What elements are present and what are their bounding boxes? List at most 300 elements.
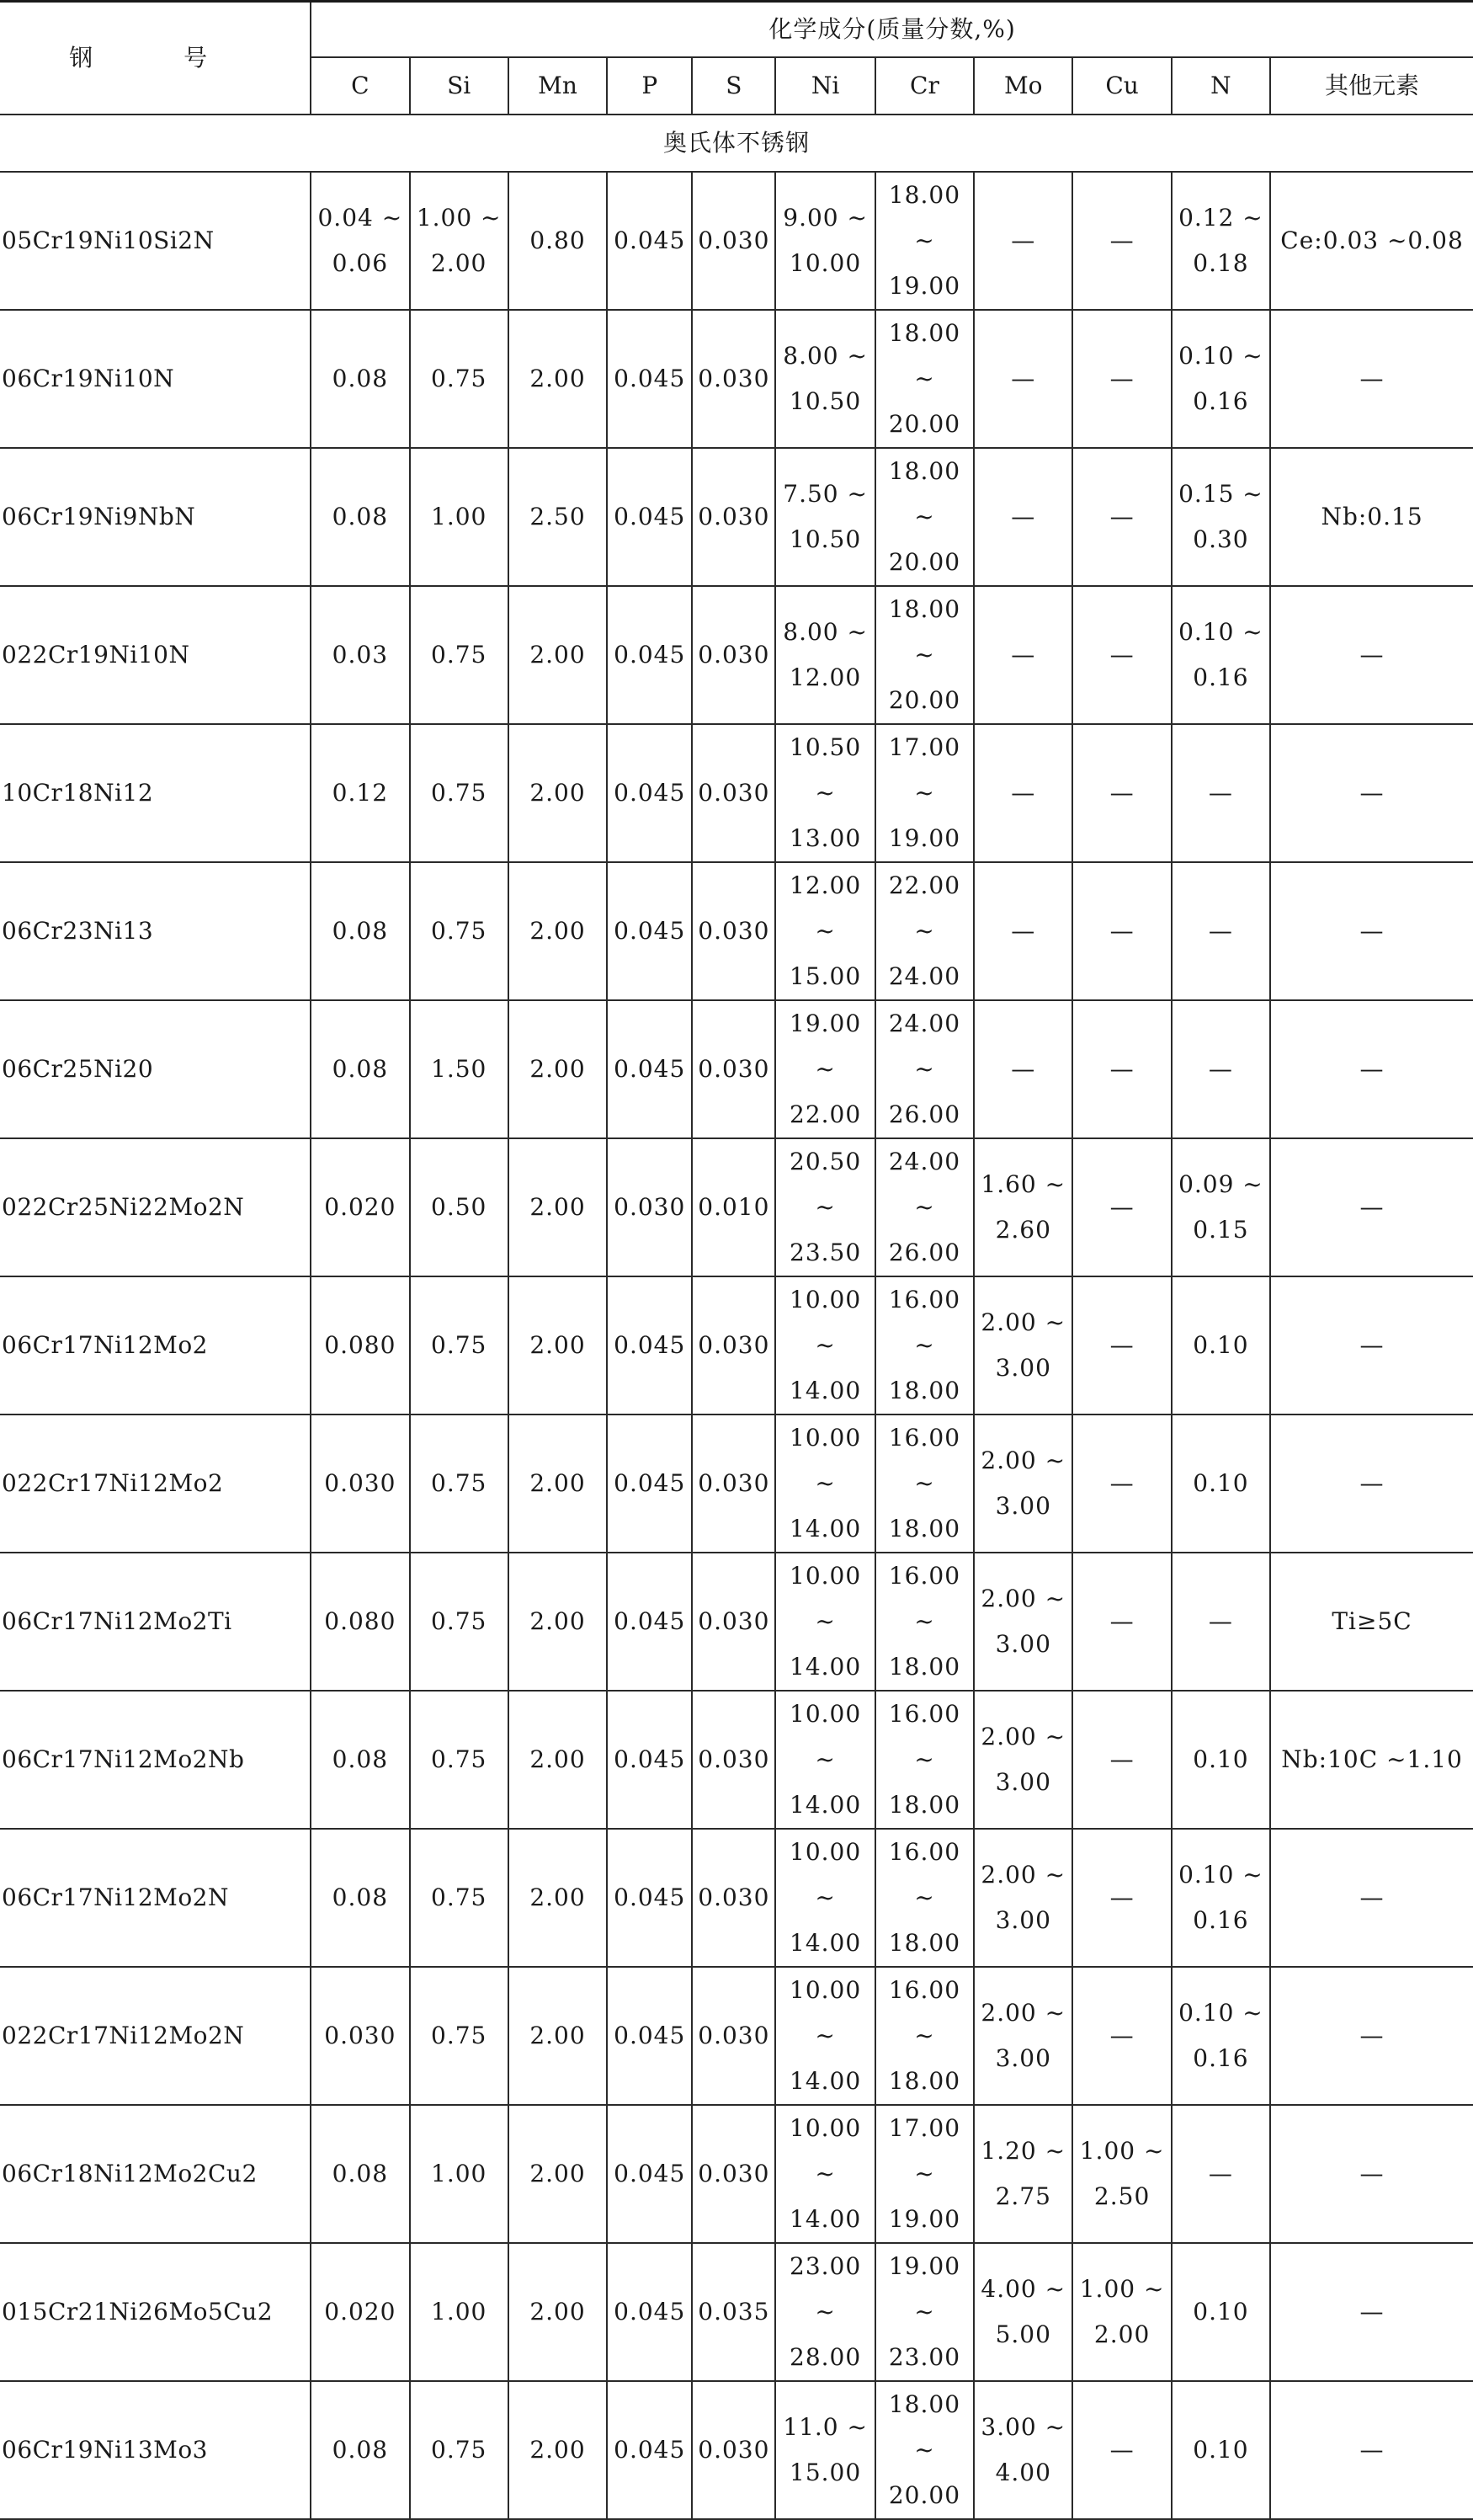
cell-n-line: 0.16 — [1193, 387, 1249, 415]
cell-s: 0.030 — [692, 1000, 775, 1138]
cell-s: 0.030 — [692, 1553, 775, 1691]
cell-cr — [875, 2105, 974, 2243]
cell-n-line: 0.16 — [1193, 663, 1249, 691]
table-row — [0, 1000, 1473, 1138]
cell-ni — [775, 1415, 875, 1553]
cell-ni-line: 8.00 ~ — [783, 618, 868, 646]
cell-c: 0.08 — [311, 2381, 409, 2519]
column-header-other: 其他元素 — [1270, 57, 1473, 115]
cell-mo — [974, 1829, 1072, 1967]
cell-ni-line: 7.50 ~ — [783, 480, 868, 508]
cell-mo: — — [974, 862, 1072, 1000]
cell-other: Nb:10C ~1.10 — [1270, 1691, 1473, 1829]
column-header-cu: Cu — [1072, 57, 1171, 115]
cell-cr-line: 20.00 — [888, 2481, 961, 2509]
cell-mo-line: 4.00 ~ — [981, 2275, 1066, 2303]
cell-mo: — — [974, 310, 1072, 448]
cell-c: 0.020 — [311, 1138, 409, 1276]
cell-mo — [974, 2243, 1072, 2381]
cell-mo: — — [974, 586, 1072, 724]
cell-s: 0.030 — [692, 172, 775, 310]
cell-mn: 2.00 — [508, 1967, 607, 2105]
column-header-cr: Cr — [875, 57, 974, 115]
cell-n: 0.10 — [1172, 2243, 1270, 2381]
cell-cr-line: 18.00 ~ — [888, 2390, 961, 2464]
cell-mo: — — [974, 172, 1072, 310]
cell-p: 0.045 — [607, 2243, 692, 2381]
cell-cu-line: 2.50 — [1093, 2182, 1151, 2210]
cell-n-line: 0.15 ~ — [1178, 480, 1263, 508]
cell-ni — [775, 172, 875, 310]
cell-s: 0.030 — [692, 586, 775, 724]
cell-other: — — [1270, 2381, 1473, 2519]
cell-cu: — — [1072, 1415, 1171, 1553]
cell-s: 0.030 — [692, 1829, 775, 1967]
cell-c-line: 0.04 ~ — [317, 204, 403, 232]
table-row — [0, 172, 1473, 310]
cell-ni-line: 12.00 ~ — [790, 871, 862, 945]
cell-mo-line: 3.00 — [995, 1906, 1051, 1934]
cell-ni-line: 10.00 ~ — [790, 2114, 862, 2187]
cell-other: — — [1270, 862, 1473, 1000]
cell-other: Ce:0.03 ~0.08 — [1270, 172, 1473, 310]
cell-si: 1.00 — [410, 2105, 508, 2243]
cell-s: 0.010 — [692, 1138, 775, 1276]
cell-c: 0.08 — [311, 1829, 409, 1967]
cell-mn: 2.50 — [508, 448, 607, 586]
cell-c: 0.030 — [311, 1415, 409, 1553]
cell-p: 0.045 — [607, 586, 692, 724]
cell-c: 0.08 — [311, 448, 409, 586]
cell-n: — — [1172, 724, 1270, 862]
table-row — [0, 1415, 1473, 1553]
steel-grade-cell: 022Cr17Ni12Mo2N — [0, 1967, 311, 2105]
cell-cr-line: 20.00 — [888, 548, 961, 576]
table-row — [0, 1138, 1473, 1276]
cell-n-line: 0.16 — [1193, 1906, 1249, 1934]
steel-grade-cell: 022Cr17Ni12Mo2 — [0, 1415, 311, 1553]
cell-n-line: 0.09 ~ — [1178, 1170, 1263, 1198]
cell-si: 1.00 — [410, 448, 508, 586]
cell-mn: 2.00 — [508, 1000, 607, 1138]
steel-grade-cell: 015Cr21Ni26Mo5Cu2 — [0, 2243, 311, 2381]
cell-cr — [875, 2381, 974, 2519]
cell-ni-line: 14.00 — [790, 1791, 862, 1819]
cell-cu: — — [1072, 586, 1171, 724]
cell-ni — [775, 448, 875, 586]
cell-ni — [775, 310, 875, 448]
cell-cu: — — [1072, 310, 1171, 448]
column-header-ni: Ni — [775, 57, 875, 115]
column-header-p: P — [607, 57, 692, 115]
cell-ni-line: 10.50 — [790, 387, 862, 415]
cell-ni-line: 15.00 — [790, 962, 862, 990]
cell-cu: — — [1072, 1967, 1171, 2105]
cell-cr-line: 18.00 ~ — [888, 181, 961, 254]
cell-ni-line: 20.50 ~ — [790, 1148, 862, 1221]
cell-cr-line: 16.00 ~ — [888, 1424, 961, 1497]
cell-ni — [775, 1967, 875, 2105]
cell-ni-line: 9.00 ~ — [783, 204, 868, 232]
cell-n: — — [1172, 862, 1270, 1000]
cell-si: 1.50 — [410, 1000, 508, 1138]
steel-grade-cell: 022Cr19Ni10N — [0, 586, 311, 724]
table-row — [0, 862, 1473, 1000]
cell-mo: — — [974, 724, 1072, 862]
cell-si: 0.75 — [410, 310, 508, 448]
cell-ni — [775, 862, 875, 1000]
cell-n-line: 0.18 — [1193, 249, 1249, 277]
cell-cr-line: 23.00 — [888, 2343, 961, 2371]
cell-mo-line: 3.00 — [995, 1630, 1051, 1658]
cell-mo-line: 3.00 — [995, 1354, 1051, 1382]
cell-c: 0.080 — [311, 1553, 409, 1691]
cell-mo — [974, 1415, 1072, 1553]
steel-grade-cell: 10Cr18Ni12 — [0, 724, 311, 862]
cell-s: 0.030 — [692, 2105, 775, 2243]
cell-ni — [775, 586, 875, 724]
cell-si: 0.50 — [410, 1138, 508, 1276]
cell-cu: — — [1072, 862, 1171, 1000]
cell-si: 0.75 — [410, 1553, 508, 1691]
cell-cr-line: 24.00 ~ — [888, 1148, 961, 1221]
cell-mo — [974, 2105, 1072, 2243]
cell-cr — [875, 310, 974, 448]
table-row — [0, 1967, 1473, 2105]
cell-n: 0.10 — [1172, 1415, 1270, 1553]
cell-c — [311, 172, 409, 310]
cell-mo-line: 4.00 — [995, 2459, 1051, 2486]
cell-cr — [875, 1000, 974, 1138]
cell-mo-line: 3.00 — [995, 2044, 1051, 2072]
cell-s: 0.030 — [692, 2381, 775, 2519]
cell-other: — — [1270, 1967, 1473, 2105]
cell-s: 0.030 — [692, 1276, 775, 1415]
cell-ni — [775, 724, 875, 862]
cell-cr — [875, 1967, 974, 2105]
cell-cu — [1072, 2243, 1171, 2381]
cell-mn: 2.00 — [508, 1276, 607, 1415]
cell-cr-line: 18.00 — [888, 2067, 961, 2095]
cell-ni-line: 14.00 — [790, 1377, 862, 1404]
cell-cr — [875, 586, 974, 724]
cell-cr-line: 26.00 — [888, 1100, 961, 1128]
cell-s: 0.030 — [692, 310, 775, 448]
cell-ni — [775, 2243, 875, 2381]
cell-ni-line: 14.00 — [790, 2067, 862, 2095]
cell-si — [410, 172, 508, 310]
cell-other: — — [1270, 1000, 1473, 1138]
cell-cr-line: 22.00 ~ — [888, 871, 961, 945]
steel-grade-cell: 06Cr23Ni13 — [0, 862, 311, 1000]
cell-ni-line: 10.00 ~ — [790, 1838, 862, 1911]
steel-grade-cell: 05Cr19Ni10Si2N — [0, 172, 311, 310]
cell-ni — [775, 2105, 875, 2243]
cell-n: — — [1172, 2105, 1270, 2243]
cell-p: 0.045 — [607, 172, 692, 310]
cell-mn: 2.00 — [508, 1691, 607, 1829]
section-title: 奥氏体不锈钢 — [0, 115, 1473, 172]
cell-mo: — — [974, 1000, 1072, 1138]
table-row — [0, 2381, 1473, 2519]
table-row — [0, 1829, 1473, 1967]
cell-s: 0.030 — [692, 448, 775, 586]
cell-cr-line: 16.00 ~ — [888, 1838, 961, 1911]
column-header-s: S — [692, 57, 775, 115]
cell-ni-line: 15.00 — [790, 2459, 862, 2486]
cell-ni — [775, 1276, 875, 1415]
cell-p: 0.045 — [607, 1415, 692, 1553]
cell-c: 0.12 — [311, 724, 409, 862]
cell-si: 0.75 — [410, 2381, 508, 2519]
cell-si: 0.75 — [410, 1276, 508, 1415]
cell-ni-line: 10.50 — [790, 525, 862, 553]
cell-p: 0.045 — [607, 1276, 692, 1415]
cell-other: Nb:0.15 — [1270, 448, 1473, 586]
cell-mo-line: 2.60 — [995, 1216, 1051, 1244]
cell-mn: 0.80 — [508, 172, 607, 310]
cell-cr — [875, 448, 974, 586]
cell-other: — — [1270, 724, 1473, 862]
cell-p: 0.045 — [607, 448, 692, 586]
cell-s: 0.030 — [692, 724, 775, 862]
cell-cu: — — [1072, 448, 1171, 586]
cell-s: 0.035 — [692, 2243, 775, 2381]
cell-p: 0.045 — [607, 724, 692, 862]
table-row — [0, 448, 1473, 586]
cell-other: — — [1270, 2105, 1473, 2243]
cell-si: 0.75 — [410, 1691, 508, 1829]
cell-mo-line: 2.00 ~ — [981, 1308, 1066, 1336]
cell-ni-line: 10.00 ~ — [790, 1700, 862, 1773]
cell-si: 0.75 — [410, 724, 508, 862]
cell-cr-line: 26.00 — [888, 1239, 961, 1266]
cell-other: — — [1270, 1829, 1473, 1967]
cell-cr-line: 16.00 ~ — [888, 1562, 961, 1635]
cell-ni-line: 23.00 ~ — [790, 2252, 862, 2326]
cell-ni-line: 14.00 — [790, 1929, 862, 1957]
table-row — [0, 586, 1473, 724]
cell-mo — [974, 1138, 1072, 1276]
cell-ni — [775, 1829, 875, 1967]
cell-mn: 2.00 — [508, 1138, 607, 1276]
cell-c: 0.03 — [311, 586, 409, 724]
cell-ni-line: 14.00 — [790, 1515, 862, 1542]
cell-n-line: 0.10 ~ — [1178, 1861, 1263, 1889]
cell-cr-line: 18.00 — [888, 1791, 961, 1819]
cell-p: 0.045 — [607, 1829, 692, 1967]
cell-c: 0.030 — [311, 1967, 409, 2105]
steel-grade-cell: 022Cr25Ni22Mo2N — [0, 1138, 311, 1276]
cell-other: — — [1270, 1276, 1473, 1415]
cell-c: 0.08 — [311, 310, 409, 448]
cell-other: — — [1270, 1138, 1473, 1276]
cell-mo: — — [974, 448, 1072, 586]
cell-ni-line: 14.00 — [790, 1653, 862, 1681]
cell-si: 0.75 — [410, 586, 508, 724]
cell-ni-line: 22.00 — [790, 1100, 862, 1128]
cell-ni-line: 11.0 ~ — [783, 2413, 868, 2441]
cell-cr — [875, 862, 974, 1000]
table-row — [0, 2243, 1473, 2381]
cell-n: 0.10 — [1172, 1276, 1270, 1415]
cell-c: 0.08 — [311, 1691, 409, 1829]
cell-ni-line: 13.00 — [790, 824, 862, 852]
cell-cr-line: 24.00 — [888, 962, 961, 990]
cell-n-line: 0.10 ~ — [1178, 342, 1263, 370]
cell-cu: — — [1072, 724, 1171, 862]
cell-ni-line: 10.00 ~ — [790, 1976, 862, 2049]
cell-c: 0.020 — [311, 2243, 409, 2381]
cell-cr-line: 19.00 — [888, 824, 961, 852]
cell-cr — [875, 1276, 974, 1415]
cell-cr — [875, 172, 974, 310]
cell-mo — [974, 1967, 1072, 2105]
cell-mo-line: 2.00 ~ — [981, 1446, 1066, 1474]
cell-n-line: 0.16 — [1193, 2044, 1249, 2072]
cell-cr-line: 18.00 — [888, 1377, 961, 1404]
cell-other: Ti≥5C — [1270, 1553, 1473, 1691]
cell-n-line: 0.12 ~ — [1178, 204, 1263, 232]
cell-cr-line: 18.00 — [888, 1929, 961, 1957]
cell-ni-line: 10.00 ~ — [790, 1424, 862, 1497]
cell-mo-line: 2.00 ~ — [981, 1861, 1066, 1889]
cell-mo-line: 2.75 — [995, 2182, 1051, 2210]
cell-cr-line: 20.00 — [888, 410, 961, 438]
cell-cr-line: 18.00 — [888, 1515, 961, 1542]
cell-ni-line: 10.00 — [790, 249, 862, 277]
cell-n: — — [1172, 1553, 1270, 1691]
cell-cu-line: 1.00 ~ — [1079, 2275, 1165, 2303]
cell-cr-line: 18.00 ~ — [888, 595, 961, 669]
steel-grade-cell: 06Cr18Ni12Mo2Cu2 — [0, 2105, 311, 2243]
table-body — [0, 115, 1473, 2519]
cell-cu — [1072, 2105, 1171, 2243]
table-row — [0, 1691, 1473, 1829]
cell-n-line: 0.10 ~ — [1178, 1999, 1263, 2027]
cell-cr-line: 16.00 ~ — [888, 1700, 961, 1773]
cell-ni — [775, 1000, 875, 1138]
cell-other: — — [1270, 310, 1473, 448]
cell-c: 0.080 — [311, 1276, 409, 1415]
composition-header: 化学成分(质量分数,%) — [311, 2, 1473, 58]
cell-s: 0.030 — [692, 862, 775, 1000]
cell-cr-line: 18.00 ~ — [888, 319, 961, 392]
table-row — [0, 1553, 1473, 1691]
cell-s: 0.030 — [692, 1967, 775, 2105]
cell-p: 0.030 — [607, 1138, 692, 1276]
steel-grade-cell: 06Cr19Ni9NbN — [0, 448, 311, 586]
cell-mn: 2.00 — [508, 586, 607, 724]
cell-mo-line: 3.00 — [995, 1768, 1051, 1796]
cell-p: 0.045 — [607, 1967, 692, 2105]
cell-c: 0.08 — [311, 1000, 409, 1138]
cell-ni-line: 10.50 ~ — [790, 733, 862, 807]
cell-cr-line: 19.00 ~ — [888, 2252, 961, 2326]
cell-cr-line: 16.00 ~ — [888, 1286, 961, 1359]
cell-c: 0.08 — [311, 2105, 409, 2243]
cell-cr — [875, 1691, 974, 1829]
cell-cr-line: 17.00 ~ — [888, 2114, 961, 2187]
column-header-n: N — [1172, 57, 1270, 115]
cell-mn: 2.00 — [508, 724, 607, 862]
cell-cu-line: 1.00 ~ — [1079, 2137, 1165, 2165]
cell-cu: — — [1072, 1691, 1171, 1829]
cell-mn: 2.00 — [508, 1553, 607, 1691]
cell-si-line: 1.00 ~ — [416, 204, 502, 232]
cell-cu-line: 2.00 — [1093, 2320, 1151, 2348]
cell-p: 0.045 — [607, 1691, 692, 1829]
column-header-si: Si — [410, 57, 508, 115]
grade-header: 钢 号 — [0, 2, 311, 115]
cell-other: — — [1270, 2243, 1473, 2381]
cell-cr — [875, 1553, 974, 1691]
cell-mn: 2.00 — [508, 2381, 607, 2519]
cell-n — [1172, 1967, 1270, 2105]
cell-mo-line: 2.00 ~ — [981, 1585, 1066, 1612]
cell-ni-line: 12.00 — [790, 663, 862, 691]
cell-n — [1172, 586, 1270, 724]
cell-cr-line: 20.00 — [888, 686, 961, 714]
cell-cu: — — [1072, 1276, 1171, 1415]
steel-grade-cell: 06Cr17Ni12Mo2N — [0, 1829, 311, 1967]
cell-n-line: 0.10 ~ — [1178, 618, 1263, 646]
cell-ni-line: 14.00 — [790, 2205, 862, 2233]
cell-n-line: 0.30 — [1193, 525, 1249, 553]
cell-si: 1.00 — [410, 2243, 508, 2381]
cell-other: — — [1270, 586, 1473, 724]
cell-n-line: 0.15 — [1193, 1216, 1249, 1244]
table-row — [0, 310, 1473, 448]
cell-ni — [775, 1138, 875, 1276]
cell-other: — — [1270, 1415, 1473, 1553]
steel-grade-cell: 06Cr19Ni13Mo3 — [0, 2381, 311, 2519]
cell-cr-line: 17.00 ~ — [888, 733, 961, 807]
cell-si: 0.75 — [410, 862, 508, 1000]
cell-n: — — [1172, 1000, 1270, 1138]
cell-cu: — — [1072, 2381, 1171, 2519]
cell-n: 0.10 — [1172, 1691, 1270, 1829]
cell-cr — [875, 1415, 974, 1553]
cell-n — [1172, 1138, 1270, 1276]
cell-mn: 2.00 — [508, 310, 607, 448]
cell-mo — [974, 1276, 1072, 1415]
cell-ni — [775, 2381, 875, 2519]
cell-mo-line: 1.20 ~ — [981, 2137, 1066, 2165]
cell-si: 0.75 — [410, 1829, 508, 1967]
cell-ni-line: 8.00 ~ — [783, 342, 868, 370]
cell-mo-line: 1.60 ~ — [981, 1170, 1066, 1198]
steel-grade-cell: 06Cr19Ni10N — [0, 310, 311, 448]
cell-mo-line: 3.00 ~ — [981, 2413, 1066, 2441]
cell-si-line: 2.00 — [431, 249, 487, 277]
cell-ni-line: 10.00 ~ — [790, 1562, 862, 1635]
cell-mo — [974, 1691, 1072, 1829]
steel-grade-cell: 06Cr17Ni12Mo2Ti — [0, 1553, 311, 1691]
cell-p: 0.045 — [607, 1000, 692, 1138]
cell-ni-line: 28.00 — [790, 2343, 862, 2371]
cell-ni-line: 19.00 ~ — [790, 1010, 862, 1083]
column-header-mo: Mo — [974, 57, 1072, 115]
cell-p: 0.045 — [607, 862, 692, 1000]
cell-cr-line: 19.00 — [888, 2205, 961, 2233]
cell-n — [1172, 172, 1270, 310]
cell-si: 0.75 — [410, 1967, 508, 2105]
cell-cu: — — [1072, 1829, 1171, 1967]
cell-ni — [775, 1553, 875, 1691]
cell-cr-line: 18.00 ~ — [888, 457, 961, 530]
cell-cu: — — [1072, 172, 1171, 310]
